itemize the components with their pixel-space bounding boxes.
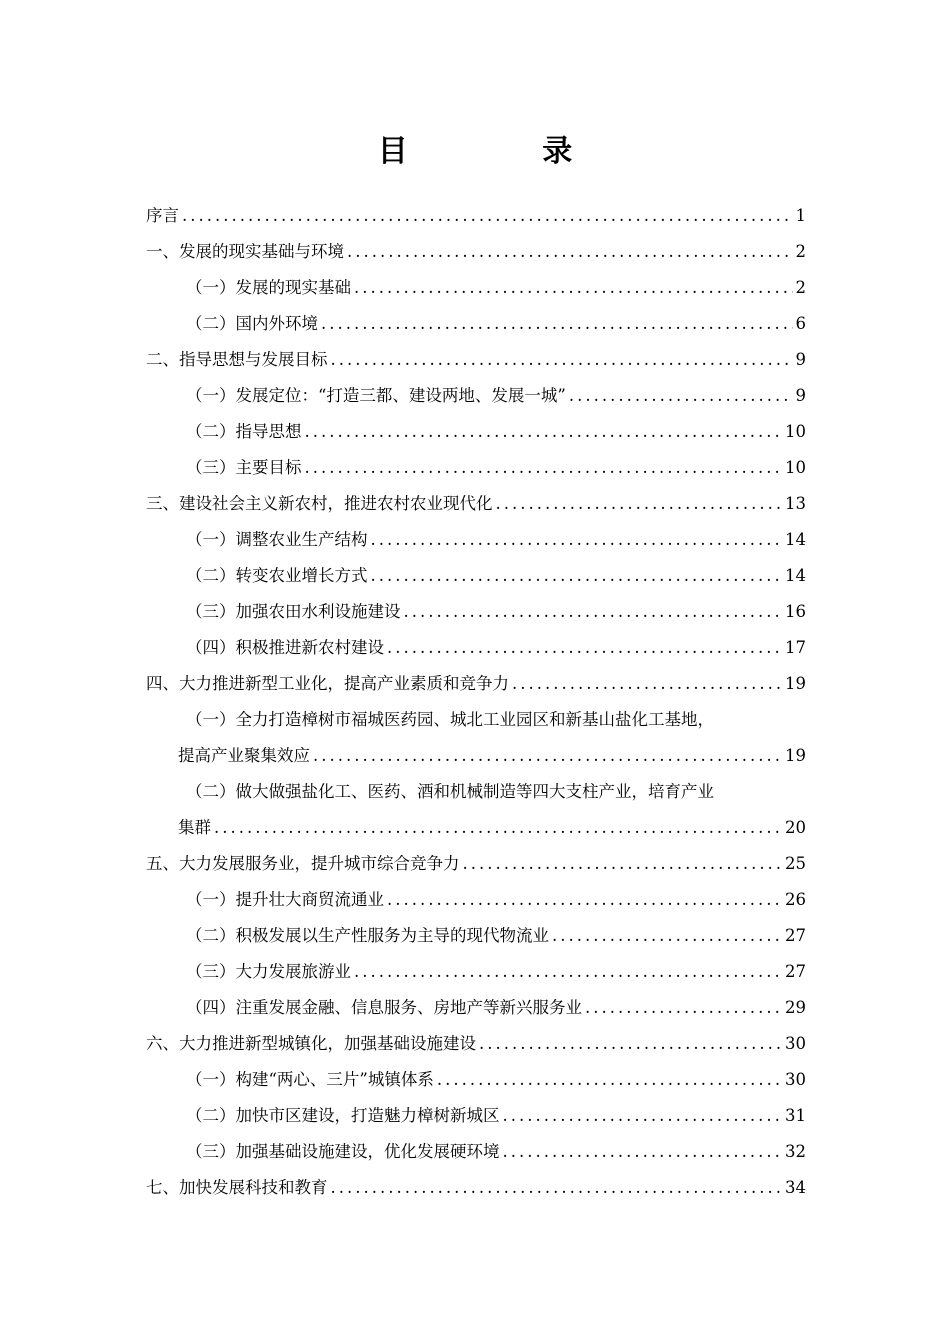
toc-entry[interactable] xyxy=(146,1170,806,1206)
toc-entry[interactable] xyxy=(146,630,806,666)
toc-label: （二）积极发展以生产性服务为主导的现代物流业 xyxy=(186,926,549,945)
toc-page-number: 9 xyxy=(795,386,806,405)
toc-entry[interactable] xyxy=(146,450,806,486)
toc-page-number: 9 xyxy=(795,350,806,369)
toc-entry[interactable] xyxy=(146,522,806,558)
toc-label: （一）发展定位：“打造三都、建设两地、发展一城” xyxy=(186,386,566,405)
toc-leader xyxy=(569,378,793,414)
toc-page-number: 19 xyxy=(785,674,806,693)
toc-label: （二）指导思想 xyxy=(186,422,302,441)
toc-label: 集群 xyxy=(178,818,211,837)
page-title: 目 录 xyxy=(377,134,635,169)
toc-label: （二）转变农业增长方式 xyxy=(186,566,368,585)
toc-entry[interactable] xyxy=(146,306,806,342)
toc-page-number: 32 xyxy=(785,1142,806,1161)
toc-page-number: 27 xyxy=(785,926,806,945)
toc-page-number: 10 xyxy=(785,458,806,477)
toc-label: 三、建设社会主义新农村，推进农村农业现代化 xyxy=(146,494,493,513)
toc-entry[interactable] xyxy=(146,342,806,378)
toc-leader xyxy=(463,846,783,882)
toc-page-number: 16 xyxy=(785,602,806,621)
toc-entry[interactable] xyxy=(146,666,806,702)
toc-entry[interactable] xyxy=(146,270,806,306)
toc-page-number: 34 xyxy=(785,1178,806,1197)
toc-page-number: 14 xyxy=(785,566,806,585)
toc-entry-first-line[interactable]: （一）全力打造樟树市福城医药园、城北工业园区和新基山盐化工基地， xyxy=(186,710,714,729)
toc-label: （四）注重发展金融、信息服务、房地产等新兴服务业 xyxy=(186,998,582,1017)
toc-label: 二、指导思想与发展目标 xyxy=(146,350,328,369)
toc-entry[interactable] xyxy=(146,1134,806,1170)
toc-leader xyxy=(496,486,783,522)
toc-leader xyxy=(354,270,793,306)
toc-label: （三）主要目标 xyxy=(186,458,302,477)
toc-entry[interactable] xyxy=(146,378,806,414)
toc-leader xyxy=(387,882,782,918)
toc-leader xyxy=(387,630,782,666)
toc-leader xyxy=(313,738,782,774)
toc-entry[interactable] xyxy=(146,1062,806,1098)
toc-entry[interactable] xyxy=(146,990,806,1026)
toc-leader xyxy=(305,414,783,450)
toc-label: 五、大力发展服务业，提升城市综合竞争力 xyxy=(146,854,460,873)
toc-label: （一）调整农业生产结构 xyxy=(186,530,368,549)
toc-leader xyxy=(512,666,782,702)
toc-label: （四）积极推进新农村建设 xyxy=(186,638,384,657)
toc-leader xyxy=(503,1134,783,1170)
toc-label: （三）加强基础设施建设，优化发展硬环境 xyxy=(186,1142,500,1161)
toc-page-number: 26 xyxy=(785,890,806,909)
toc-page-number: 17 xyxy=(785,638,806,657)
toc-page-number: 31 xyxy=(785,1106,806,1125)
toc-leader xyxy=(585,990,782,1026)
toc-leader xyxy=(182,198,793,234)
toc-label: （一）提升壮大商贸流通业 xyxy=(186,890,384,909)
toc-entry[interactable] xyxy=(146,846,806,882)
toc-page-number: 10 xyxy=(785,422,806,441)
toc-leader xyxy=(404,594,783,630)
toc-leader xyxy=(305,450,783,486)
toc-entry[interactable] xyxy=(146,486,806,522)
toc-entry-first-line[interactable]: （二）做大做强盐化工、医药、酒和机械制造等四大支柱产业，培育产业 xyxy=(186,782,714,801)
toc-leader xyxy=(437,1062,782,1098)
toc-page-number: 13 xyxy=(785,494,806,513)
toc-page-number: 25 xyxy=(785,854,806,873)
toc-label: 四、大力推进新型工业化，提高产业素质和竞争力 xyxy=(146,674,509,693)
toc-label: （三）大力发展旅游业 xyxy=(186,962,351,981)
toc-label: （二）国内外环境 xyxy=(186,314,318,333)
toc-label: （三）加强农田水利设施建设 xyxy=(186,602,401,621)
toc-page-number: 27 xyxy=(785,962,806,981)
toc-label: 序言 xyxy=(146,206,179,225)
toc-label: 七、加快发展科技和教育 xyxy=(146,1178,328,1197)
toc-label: （一）构建“两心、三片”城镇体系 xyxy=(186,1070,434,1089)
toc-label: 提高产业聚集效应 xyxy=(178,746,310,765)
toc-leader xyxy=(331,342,793,378)
toc-leader xyxy=(331,1170,783,1206)
toc-entry[interactable] xyxy=(146,882,806,918)
toc-label: 六、大力推进新型城镇化，加强基础设施建设 xyxy=(146,1034,476,1053)
toc-entry[interactable] xyxy=(146,1026,806,1062)
toc-leader xyxy=(354,954,782,990)
toc-entry[interactable] xyxy=(146,558,806,594)
toc-entry[interactable] xyxy=(146,738,806,774)
toc-page-number: 30 xyxy=(785,1070,806,1089)
toc-leader xyxy=(371,558,783,594)
toc-entry[interactable] xyxy=(146,234,806,270)
toc-label: （二）加快市区建设，打造魅力樟树新城区 xyxy=(186,1106,500,1125)
toc-entry[interactable] xyxy=(146,198,806,234)
toc-entry[interactable] xyxy=(146,594,806,630)
toc-page-number: 14 xyxy=(785,530,806,549)
toc-page-number: 30 xyxy=(785,1034,806,1053)
toc-page-number: 19 xyxy=(785,746,806,765)
toc-label: （一）发展的现实基础 xyxy=(186,278,351,297)
toc-page-number: 1 xyxy=(795,206,806,225)
toc-page-number: 20 xyxy=(785,818,806,837)
toc-page-number: 2 xyxy=(795,242,806,261)
toc-page-number: 6 xyxy=(795,314,806,333)
toc-leader xyxy=(503,1098,783,1134)
toc-leader xyxy=(214,810,782,846)
toc-entry[interactable] xyxy=(146,414,806,450)
toc-entry[interactable] xyxy=(146,810,806,846)
toc-entry[interactable] xyxy=(146,918,806,954)
table-of-contents xyxy=(146,198,806,1206)
toc-leader xyxy=(552,918,782,954)
toc-entry[interactable] xyxy=(146,954,806,990)
toc-leader xyxy=(371,522,783,558)
toc-page-number: 2 xyxy=(795,278,806,297)
toc-leader xyxy=(321,306,793,342)
toc-leader xyxy=(347,234,793,270)
toc-leader xyxy=(479,1026,782,1062)
toc-label: 一、发展的现实基础与环境 xyxy=(146,242,344,261)
toc-entry[interactable] xyxy=(146,1098,806,1134)
toc-page-number: 29 xyxy=(785,998,806,1017)
